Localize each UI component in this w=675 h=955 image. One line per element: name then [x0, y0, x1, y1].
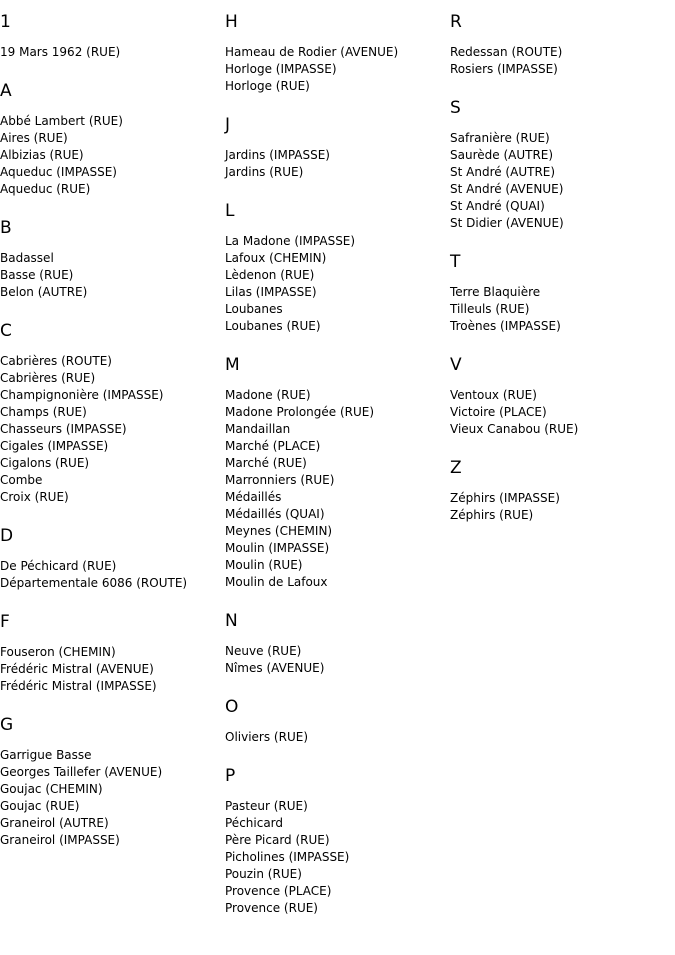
street-name: St Didier (AVENUE)	[450, 216, 564, 230]
letter-heading: L	[225, 201, 235, 221]
street-name: St André (AUTRE)	[450, 165, 556, 179]
street-list	[225, 44, 445, 95]
letter-heading: H	[225, 12, 238, 32]
street-list	[225, 147, 445, 181]
street-list	[225, 643, 445, 677]
street-list	[225, 387, 445, 591]
street-name: Madone (RUE)	[225, 388, 311, 402]
street-name: Horloge (IMPASSE)	[225, 62, 337, 76]
letter-heading: A	[0, 81, 12, 101]
street-name: Albizias (RUE)	[0, 148, 84, 162]
street-name: Neuve (RUE)	[225, 644, 302, 658]
street-name: Goujac (RUE)	[0, 799, 80, 813]
street-name: Zéphirs (IMPASSE)	[450, 491, 560, 505]
street-name: Cabrières (ROUTE)	[0, 354, 112, 368]
street-name: Horloge (RUE)	[225, 79, 310, 93]
street-list	[0, 250, 220, 301]
street-list	[0, 353, 220, 506]
letter-heading: N	[225, 611, 238, 631]
street-name: Vieux Canabou (RUE)	[450, 422, 579, 436]
street-name: Père Picard (RUE)	[225, 833, 330, 847]
letter-heading: T	[450, 252, 461, 272]
street-list	[0, 558, 220, 592]
street-name: Provence (RUE)	[225, 901, 318, 915]
letter-heading: D	[0, 526, 14, 546]
letter-heading: M	[225, 355, 240, 375]
street-name: Redessan (ROUTE)	[450, 45, 563, 59]
letter-group	[225, 113, 445, 181]
street-name: Lafoux (CHEMIN)	[225, 251, 327, 265]
street-name: Cabrières (RUE)	[0, 371, 96, 385]
street-name: Georges Taillefer (AVENUE)	[0, 765, 163, 779]
index-column-2	[225, 10, 445, 935]
street-name: Basse (RUE)	[0, 268, 74, 282]
street-name: De Péchicard (RUE)	[0, 559, 117, 573]
street-name: Marché (PLACE)	[225, 439, 321, 453]
letter-group	[450, 96, 670, 232]
street-name: Pouzin (RUE)	[225, 867, 302, 881]
street-list	[0, 113, 220, 198]
street-name: Nîmes (AVENUE)	[225, 661, 325, 675]
letter-group	[225, 10, 445, 95]
letter-group	[0, 319, 220, 506]
street-name: Terre Blaquière	[450, 285, 541, 299]
street-name: Frédéric Mistral (IMPASSE)	[0, 679, 157, 693]
letter-group	[225, 609, 445, 677]
street-name: Champs (RUE)	[0, 405, 87, 419]
street-name: Zéphirs (RUE)	[450, 508, 534, 522]
street-name: Aqueduc (RUE)	[0, 182, 91, 196]
street-list	[450, 387, 670, 438]
letter-heading: R	[450, 12, 462, 32]
street-name: Troènes (IMPASSE)	[450, 319, 561, 333]
street-name: Champignonière (IMPASSE)	[0, 388, 164, 402]
index-column-1	[0, 10, 220, 867]
letter-group	[0, 524, 220, 592]
street-name: Victoire (PLACE)	[450, 405, 547, 419]
street-name: Badassel	[0, 251, 54, 265]
letter-heading: 1	[0, 12, 11, 32]
street-name: St André (AVENUE)	[450, 182, 564, 196]
street-name: Moulin de Lafoux	[225, 575, 328, 589]
letter-group	[0, 216, 220, 301]
street-list	[450, 44, 670, 78]
street-name: Provence (PLACE)	[225, 884, 332, 898]
letter-group	[225, 353, 445, 591]
letter-group	[450, 10, 670, 78]
index-column-3	[450, 10, 670, 542]
street-list	[0, 747, 220, 849]
street-name: La Madone (IMPASSE)	[225, 234, 356, 248]
letter-group	[0, 713, 220, 849]
street-name: Loubanes	[225, 302, 283, 316]
street-name: Graneirol (IMPASSE)	[0, 833, 120, 847]
street-name: Moulin (IMPASSE)	[225, 541, 330, 555]
letter-group	[0, 10, 220, 61]
street-name: Médaillés	[225, 490, 282, 504]
letter-group	[450, 353, 670, 438]
street-name: Moulin (RUE)	[225, 558, 303, 572]
street-list	[225, 798, 445, 917]
street-list	[225, 233, 445, 335]
street-name: Marché (RUE)	[225, 456, 307, 470]
street-name: Goujac (CHEMIN)	[0, 782, 103, 796]
street-name: Oliviers (RUE)	[225, 730, 308, 744]
street-name: Garrigue Basse	[0, 748, 92, 762]
street-name: Jardins (IMPASSE)	[225, 148, 330, 162]
letter-heading: J	[225, 115, 231, 135]
street-name: Rosiers (IMPASSE)	[450, 62, 558, 76]
street-name: Frédéric Mistral (AVENUE)	[0, 662, 154, 676]
letter-heading: C	[0, 321, 12, 341]
street-name: Départementale 6086 (ROUTE)	[0, 576, 188, 590]
letter-heading: O	[225, 697, 239, 717]
letter-heading: Z	[450, 458, 462, 478]
street-name: St André (QUAI)	[450, 199, 545, 213]
letter-group	[0, 610, 220, 695]
street-name: Cigalons (RUE)	[0, 456, 90, 470]
letter-heading: S	[450, 98, 461, 118]
street-name: Croix (RUE)	[0, 490, 69, 504]
street-name: Cigales (IMPASSE)	[0, 439, 109, 453]
letter-heading: G	[0, 715, 14, 735]
street-name: Aires (RUE)	[0, 131, 68, 145]
letter-group	[225, 199, 445, 335]
street-name: Safranière (RUE)	[450, 131, 550, 145]
street-list	[225, 729, 445, 746]
street-name: Marronniers (RUE)	[225, 473, 335, 487]
street-name: 19 Mars 1962 (RUE)	[0, 45, 121, 59]
street-name: Aqueduc (IMPASSE)	[0, 165, 117, 179]
letter-heading: F	[0, 612, 10, 632]
street-name: Belon (AUTRE)	[0, 285, 88, 299]
street-name: Abbé Lambert (RUE)	[0, 114, 123, 128]
street-name: Graneirol (AUTRE)	[0, 816, 109, 830]
letter-group	[225, 764, 445, 917]
street-name: Saurède (AUTRE)	[450, 148, 554, 162]
street-name: Jardins (RUE)	[225, 165, 304, 179]
street-name: Lilas (IMPASSE)	[225, 285, 317, 299]
street-name: Médaillés (QUAI)	[225, 507, 325, 521]
street-list	[0, 44, 220, 61]
letter-group	[0, 79, 220, 198]
street-name: Ventoux (RUE)	[450, 388, 537, 402]
street-name: Péchicard	[225, 816, 284, 830]
street-name: Mandaillan	[225, 422, 291, 436]
street-name: Hameau de Rodier (AVENUE)	[225, 45, 399, 59]
street-name: Loubanes (RUE)	[225, 319, 321, 333]
letter-heading: V	[450, 355, 462, 375]
street-name: Tilleuls (RUE)	[450, 302, 530, 316]
street-name: Meynes (CHEMIN)	[225, 524, 333, 538]
letter-group	[225, 695, 445, 746]
street-name: Madone Prolongée (RUE)	[225, 405, 375, 419]
street-name: Pasteur (RUE)	[225, 799, 308, 813]
street-name: Chasseurs (IMPASSE)	[0, 422, 127, 436]
letter-heading: B	[0, 218, 12, 238]
street-list	[450, 490, 670, 524]
street-name: Picholines (IMPASSE)	[225, 850, 350, 864]
letter-group	[450, 456, 670, 524]
letter-group	[450, 250, 670, 335]
street-list	[450, 130, 670, 232]
street-name: Combe	[0, 473, 43, 487]
street-list	[450, 284, 670, 335]
letter-heading: P	[225, 766, 236, 786]
street-name: Fouseron (CHEMIN)	[0, 645, 116, 659]
street-name: Lèdenon (RUE)	[225, 268, 315, 282]
street-list	[0, 644, 220, 695]
